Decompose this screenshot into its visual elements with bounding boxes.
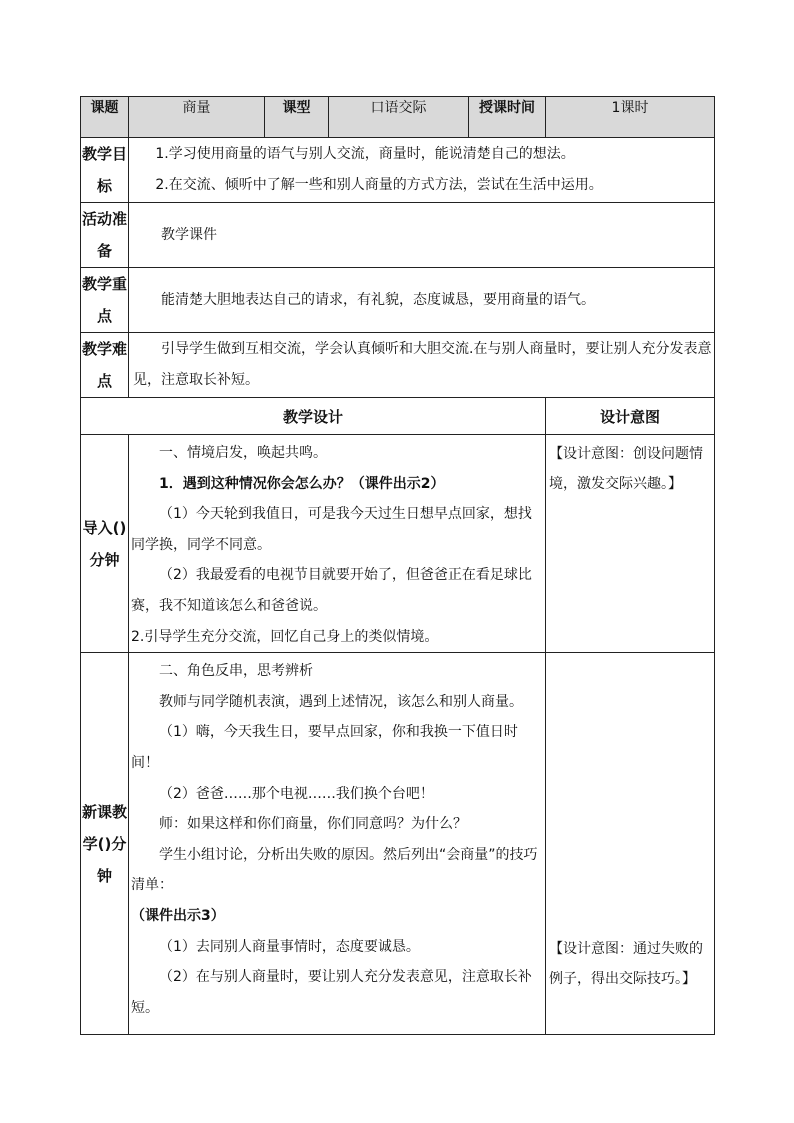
section-header-row xyxy=(81,398,715,435)
prep-label: 活动准备 xyxy=(81,203,129,268)
intro-paragraph-3: 2.引导学生充分交流，回忆自己身上的类似情境。 xyxy=(131,628,439,645)
newlesson-paragraph-5: 学生小组讨论，分析出失败的原因。然后列出“会商量”的技巧清单： xyxy=(131,846,538,894)
newlesson-label: 新课教学()分钟 xyxy=(81,653,129,1035)
time-label: 授课时间 xyxy=(469,97,546,138)
intro-intent: 【设计意图：创设问题情境，激发交际兴趣。】 xyxy=(546,435,715,653)
newlesson-paragraph-7: （1）去同别人商量事情时，态度要诚恳。 xyxy=(159,938,420,955)
newlesson-row xyxy=(81,653,715,1035)
newlesson-courseware: （课件出示3） xyxy=(131,907,225,924)
intro-q1-courseware: （课件出示2） xyxy=(350,475,445,492)
topic-label: 课题 xyxy=(81,97,129,138)
lesson-plan-table xyxy=(80,96,715,1035)
newlesson-paragraph-1: 教师与同学随机表演，遇到上述情况，该怎么和别人商量。 xyxy=(159,693,523,710)
type-label: 课型 xyxy=(265,97,329,138)
newlesson-heading: 二、角色反串，思考辨析 xyxy=(159,663,313,680)
header-row xyxy=(81,97,715,138)
intent-header: 设计意图 xyxy=(546,398,715,435)
time-value: 1课时 xyxy=(546,97,715,138)
intro-row xyxy=(81,435,715,653)
newlesson-paragraph-8: （2）在与别人商量时，要让别人充分发表意见，注意取长补短。 xyxy=(131,969,532,1016)
type-value: 口语交际 xyxy=(329,97,469,138)
newlesson-paragraph-3: （2）爸爸……那个电视……我们换个台吧！ xyxy=(159,785,434,802)
prep-row xyxy=(81,203,715,268)
key-label: 教学重点 xyxy=(81,268,129,333)
newlesson-paragraph-2: （1）嗨，今天我生日，要早点回家，你和我换一下值日时间！ xyxy=(131,724,518,771)
difficulty-row xyxy=(81,333,715,398)
newlesson-paragraph-4: 师：如果这样和你们商量，你们同意吗？为什么？ xyxy=(159,816,467,833)
intro-paragraph-2: （2）我最爱看的电视节目就要开始了，但爸爸正在看足球比赛，我不知道该怎么和爸爸说。 xyxy=(131,567,532,614)
design-header: 教学设计 xyxy=(81,398,546,435)
key-row xyxy=(81,268,715,333)
intro-content xyxy=(129,435,546,653)
prep-content: 教学课件 xyxy=(129,203,715,268)
intro-paragraph-1: （1）今天轮到我值日，可是我今天过生日想早点回家，想找同学换，同学不同意。 xyxy=(131,506,532,553)
difficulty-content: 引导学生做到互相交流，学会认真倾听和大胆交流.在与别人商量时，要让别人充分发表意见，注意取长补短。 xyxy=(129,333,715,398)
goals-row xyxy=(81,138,715,203)
goals-label: 教学目标 xyxy=(81,138,129,203)
goals-content xyxy=(129,138,715,203)
intro-question-1 xyxy=(131,469,543,500)
topic-value: 商量 xyxy=(129,97,265,138)
goal-line-1: 1.学习使用商量的语气与别人交流，商量时，能说清楚自己的想法。 xyxy=(155,146,575,162)
goal-line-2: 2.在交流、倾听中了解一些和别人商量的方式方法，尝试在生活中运用。 xyxy=(155,177,603,193)
intro-q1-text: 1．遇到这种情况你会怎么办？ xyxy=(159,475,351,492)
newlesson-intent: 【设计意图：通过失败的例子，得出交际技巧。】 xyxy=(546,653,715,1035)
difficulty-label: 教学难点 xyxy=(81,333,129,398)
key-content: 能清楚大胆地表达自己的请求，有礼貌，态度诚恳，要用商量的语气。 xyxy=(129,268,715,333)
newlesson-content xyxy=(129,653,546,1035)
intro-heading: 一、情境启发，唤起共鸣。 xyxy=(159,445,327,461)
intro-label: 导入()分钟 xyxy=(81,435,129,653)
